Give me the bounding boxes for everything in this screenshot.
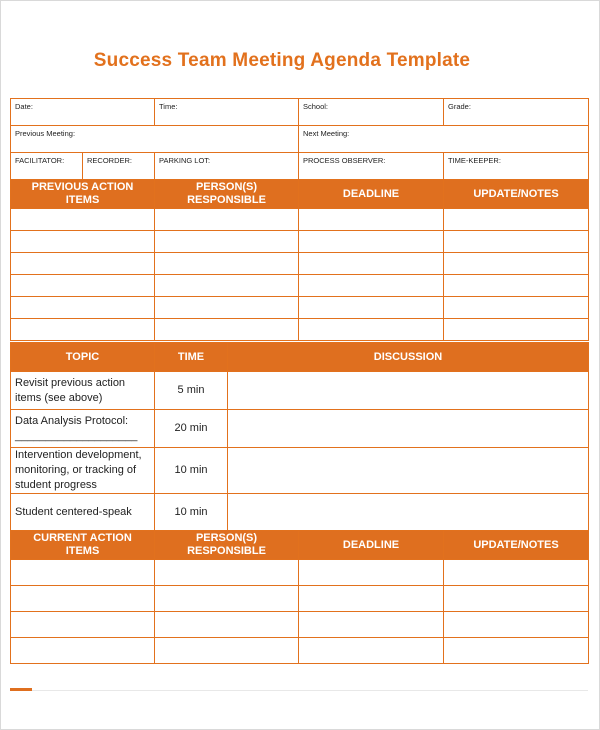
footer-divider <box>10 690 588 691</box>
time-cell: 5 min <box>155 372 228 410</box>
table-cell[interactable] <box>299 586 444 612</box>
topic-cell: Student centered-speak <box>11 494 155 531</box>
table-cell[interactable] <box>155 319 299 341</box>
grade-field[interactable]: Grade: <box>444 99 589 126</box>
table-cell[interactable] <box>299 253 444 275</box>
table-cell[interactable] <box>155 612 299 638</box>
topic-cell: Revisit previous action items (see above) <box>11 372 155 410</box>
deadline-header: DEADLINE <box>299 180 444 209</box>
table-row <box>11 494 589 531</box>
time-field[interactable]: Time: <box>155 99 299 126</box>
table-cell[interactable] <box>155 560 299 586</box>
persons-responsible-header: PERSON(S) RESPONSIBLE <box>155 531 299 560</box>
topic-cell: Data Analysis Protocol: ____________________ <box>11 410 155 448</box>
table-cell[interactable] <box>155 253 299 275</box>
table-row <box>11 560 589 586</box>
time-cell: 20 min <box>155 410 228 448</box>
table-cell[interactable] <box>299 560 444 586</box>
table-cell[interactable] <box>444 275 589 297</box>
footer-accent-bar <box>10 688 32 691</box>
table-cell[interactable] <box>299 319 444 341</box>
table-cell[interactable] <box>155 209 299 231</box>
school-field[interactable]: School: <box>299 99 444 126</box>
table-cell[interactable] <box>299 209 444 231</box>
table-cell[interactable] <box>444 209 589 231</box>
table-cell[interactable] <box>444 560 589 586</box>
table-cell[interactable] <box>11 209 155 231</box>
table-cell[interactable] <box>444 297 589 319</box>
time-keeper-field[interactable]: TIME-KEEPER: <box>444 153 589 180</box>
facilitator-field[interactable]: FACILITATOR: <box>11 153 83 180</box>
previous-action-items-header: PREVIOUS ACTION ITEMS <box>11 180 155 209</box>
table-row <box>11 319 589 341</box>
table-cell[interactable] <box>444 319 589 341</box>
table-cell[interactable] <box>444 612 589 638</box>
table-row <box>11 638 589 664</box>
table-cell[interactable] <box>11 231 155 253</box>
table-cell[interactable] <box>299 297 444 319</box>
discussion-cell[interactable] <box>228 410 589 448</box>
table-cell[interactable] <box>11 275 155 297</box>
table-row <box>11 586 589 612</box>
current-action-items-table <box>10 530 589 664</box>
table-cell[interactable] <box>444 231 589 253</box>
table-cell[interactable] <box>11 612 155 638</box>
persons-responsible-header: PERSON(S) RESPONSIBLE <box>155 180 299 209</box>
discussion-cell[interactable] <box>228 494 589 531</box>
discussion-header: DISCUSSION <box>228 343 589 372</box>
table-cell[interactable] <box>299 275 444 297</box>
table-cell[interactable] <box>155 275 299 297</box>
process-observer-field[interactable]: PROCESS OBSERVER: <box>299 153 444 180</box>
table-row <box>11 372 589 410</box>
table-row <box>11 253 589 275</box>
topic-cell: Intervention development, monitoring, or tracking of student progress <box>11 448 155 494</box>
table-row <box>11 448 589 494</box>
table-cell[interactable] <box>299 231 444 253</box>
current-action-items-header: CURRENT ACTION ITEMS <box>11 531 155 560</box>
table-row <box>11 410 589 448</box>
table-cell[interactable] <box>11 297 155 319</box>
table-cell[interactable] <box>155 586 299 612</box>
table-cell[interactable] <box>299 638 444 664</box>
previous-meeting-field[interactable]: Previous Meeting: <box>11 126 299 153</box>
previous-action-items-table <box>10 179 589 341</box>
meeting-info-table <box>10 98 589 180</box>
deadline-header: DEADLINE <box>299 531 444 560</box>
table-cell[interactable] <box>11 638 155 664</box>
table-cell[interactable] <box>444 253 589 275</box>
table-cell[interactable] <box>155 638 299 664</box>
time-header: TIME <box>155 343 228 372</box>
table-cell[interactable] <box>11 253 155 275</box>
table-cell[interactable] <box>155 297 299 319</box>
table-cell[interactable] <box>11 319 155 341</box>
update-notes-header: UPDATE/NOTES <box>444 180 589 209</box>
topic-header: TOPIC <box>11 343 155 372</box>
page-title: Success Team Meeting Agenda Template <box>93 50 471 71</box>
next-meeting-field[interactable]: Next Meeting: <box>299 126 589 153</box>
table-cell[interactable] <box>11 586 155 612</box>
table-row <box>11 612 589 638</box>
table-cell[interactable] <box>444 638 589 664</box>
time-cell: 10 min <box>155 494 228 531</box>
update-notes-header: UPDATE/NOTES <box>444 531 589 560</box>
table-cell[interactable] <box>444 586 589 612</box>
table-row <box>11 275 589 297</box>
table-cell[interactable] <box>155 231 299 253</box>
table-row <box>11 231 589 253</box>
recorder-field[interactable]: RECORDER: <box>83 153 155 180</box>
table-cell[interactable] <box>11 560 155 586</box>
discussion-cell[interactable] <box>228 448 589 494</box>
table-row <box>11 209 589 231</box>
table-cell[interactable] <box>299 612 444 638</box>
parking-lot-field[interactable]: PARKING LOT: <box>155 153 299 180</box>
table-row <box>11 297 589 319</box>
date-field[interactable]: Date: <box>11 99 155 126</box>
time-cell: 10 min <box>155 448 228 494</box>
discussion-cell[interactable] <box>228 372 589 410</box>
agenda-table <box>10 342 589 531</box>
